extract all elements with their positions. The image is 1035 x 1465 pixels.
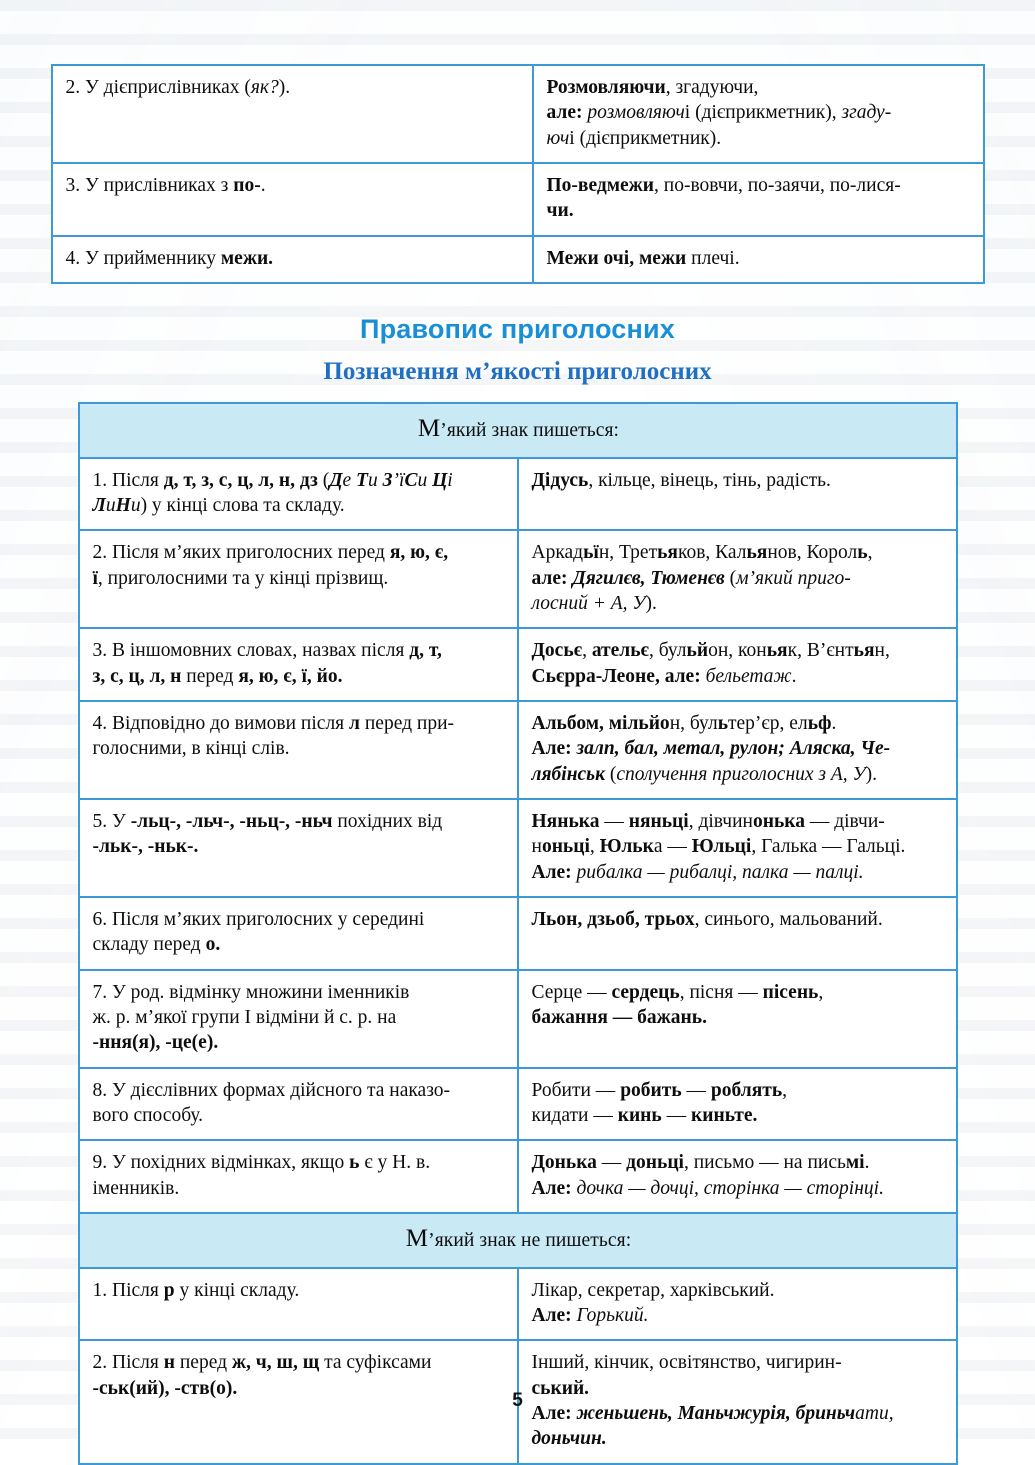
table-row	[79, 897, 957, 970]
example-cell: Альбом, мільйон, бультер’єр, ельф. Але: залп, бал, метал, рулон; Аляска, Че- лябінськ (сполучення приголосних з А, У).	[518, 701, 957, 799]
example-cell: Нянька — няньці, дівчинонька — дівчи- ноньці, Юлька — Юльці, Галька — Гальці. Але: рибалка — рибалці, палка — палці.	[518, 799, 957, 897]
band-title-soft-sign-not-written	[79, 1213, 957, 1268]
section-heading-main: Правопис приголосних	[359, 314, 676, 345]
table-row	[52, 163, 984, 236]
table-row	[52, 65, 984, 163]
example-cell: По-ведмежи, по-вовчи, по-заячи, по-лися- чи.	[533, 163, 984, 236]
top-spacer	[0, 0, 1035, 64]
table-row	[79, 458, 957, 531]
example-cell: Лікар, секретар, харківський. Але: Горький.	[518, 1268, 957, 1341]
rule-cell: 2. Після м’яких приголосних перед я, ю, є, ї, приголосними та у кінці прізвищ.	[79, 530, 518, 628]
table-row	[79, 628, 957, 701]
example-cell: Дідусь, кільце, вінець, тінь, радість.	[518, 458, 957, 531]
rule-cell: 3. В іншомовних словах, назвах після д, т, з, с, ц, л, н перед я, ю, є, ї, йо.	[79, 628, 518, 701]
rule-cell: 6. Після м’яких приголосних у середині складу перед о.	[79, 897, 518, 970]
example-cell: Розмовляючи, згадуючи, але: розмовляючі (дієприкметник), згаду- ючі (дієприкметник).	[533, 65, 984, 163]
rule-cell: 4. Відповідно до вимови після л перед при- голосними, в кінці слів.	[79, 701, 518, 799]
rule-cell: 5. У -льц-, -льч-, -ньц-, -ньч похідних від -льк-, -ньк-.	[79, 799, 518, 897]
rule-cell: 2. Після н перед ж, ч, ш, щ та суфіксами -ськ(ий), -ств(о).	[79, 1340, 518, 1463]
rule-cell: 4. У прийменнику межи.	[52, 236, 533, 283]
band-title-initial: М	[405, 1225, 429, 1253]
section-heading-sub: Позначення м’якості приголосних	[323, 358, 712, 386]
band-title-rest: ’який знак не пишеться:	[428, 1230, 632, 1252]
table-soft-sign-rules	[78, 402, 958, 1465]
example-cell: Льон, дзьоб, трьох, синього, мальований.	[518, 897, 957, 970]
example-cell: Інший, кінчик, освітянство, чигирин- ський. Але: женьшень, Маньчжурія, бриньчати, доньчин.	[518, 1340, 957, 1463]
band-title-rest: ’який знак пишеться:	[440, 420, 620, 442]
example-cell: Межи очі, межи плечі.	[533, 236, 984, 283]
rule-cell: 1. Після р у кінці складу.	[79, 1268, 518, 1341]
rule-cell: 8. У дієслівних формах дійсного та наказо- вого способу.	[79, 1068, 518, 1141]
table-band-row-written	[79, 403, 957, 458]
band-title-soft-sign-written	[79, 403, 957, 458]
table-row	[52, 236, 984, 283]
table-continued-body	[52, 65, 984, 283]
page-number: 5	[512, 1390, 523, 1411]
table-row	[79, 799, 957, 897]
table-soft-sign-body	[79, 403, 957, 1464]
table-row	[79, 1140, 957, 1213]
example-cell: Донька — доньці, письмо — на письмі. Але: дочка — дочці, сторінка — сторінці.	[518, 1140, 957, 1213]
rule-cell: 9. У похідних відмінках, якщо ь є у Н. в. іменників.	[79, 1140, 518, 1213]
rule-cell: 3. У прислівниках з по-.	[52, 163, 533, 236]
rule-cell: 7. У род. відмінку множини іменників ж. р. м’якої групи І відміни й с. р. на -ння(я), -це(е).	[79, 970, 518, 1068]
table-row	[79, 1268, 957, 1341]
table-row	[79, 701, 957, 799]
rule-cell: 1. Після д, т, з, с, ц, л, н, дз (Де Ти З’їСи Ці ЛиНи) у кінці слова та складу.	[79, 458, 518, 531]
example-cell: Серце — сердець, пісня — пісень, бажання — бажань.	[518, 970, 957, 1068]
band-title-initial: М	[417, 415, 441, 443]
example-cell: Робити — робить — роблять, кидати — кинь — киньте.	[518, 1068, 957, 1141]
example-cell: Аркадьїн, Третьяков, Кальянов, Король, але: Дягилєв, Тюменєв (м’який приго- лосний + А, У).	[518, 530, 957, 628]
table-row	[79, 530, 957, 628]
table-row	[79, 1068, 957, 1141]
rule-cell: 2. У дієприслівниках (як?).	[52, 65, 533, 163]
table-band-row-not-written	[79, 1213, 957, 1268]
table-continued-rules	[51, 64, 985, 284]
table-row	[79, 970, 957, 1068]
example-cell: Досьє, ательє, бульйон, коньяк, В’єнтьян, Сьєрра-Леоне, але: бельетаж.	[518, 628, 957, 701]
